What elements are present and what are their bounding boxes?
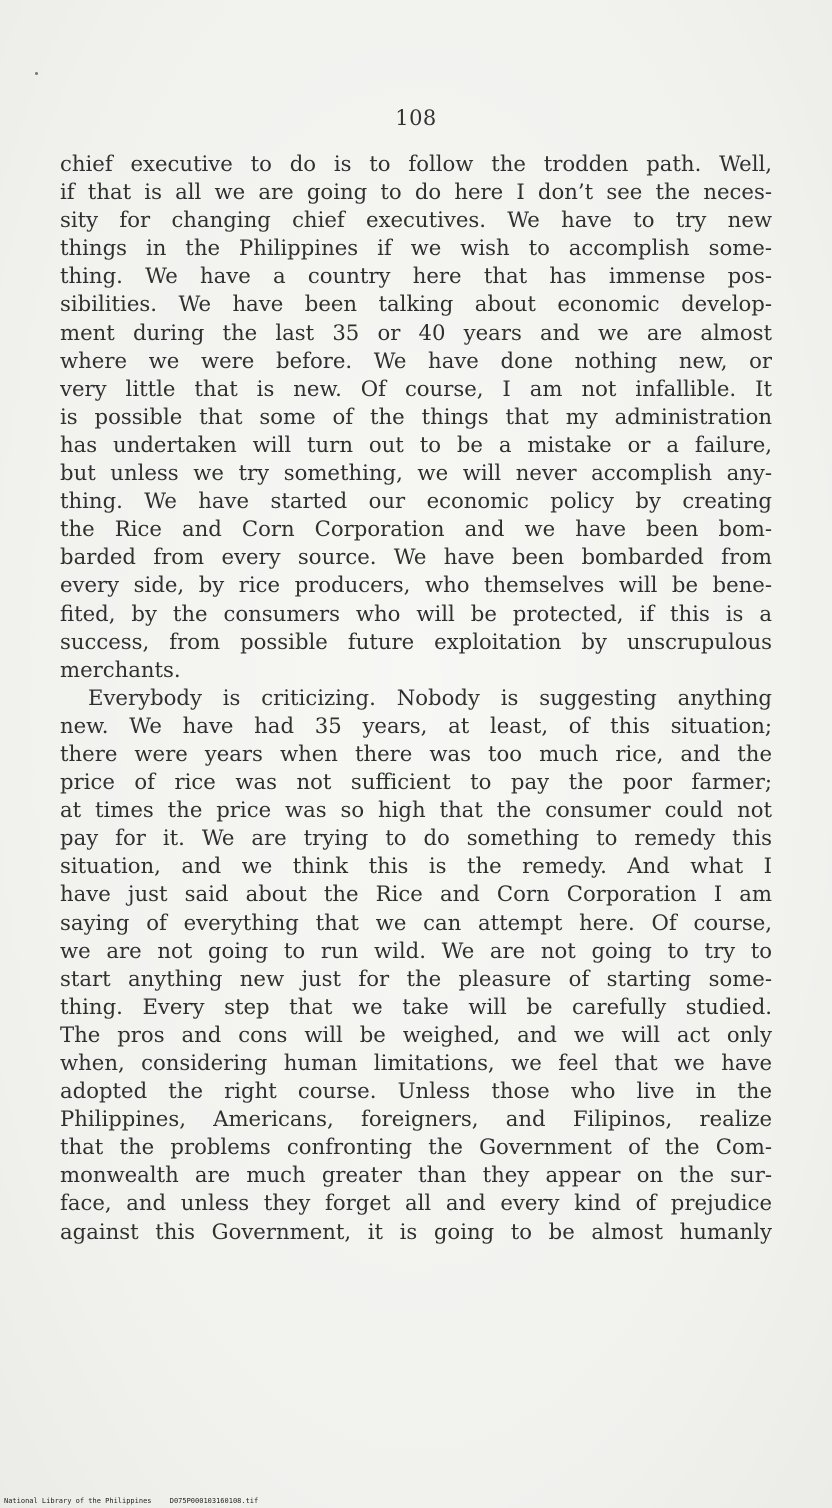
text-line: saying of everything that we can attempt here. Of course, [60,909,772,935]
text-line: has undertaken will turn out to be a mistake or a failure, [60,431,772,457]
text-line: very little that is new. Of course, I am not infallible. It [60,375,772,401]
text-line: where we were before. We have done nothing new, or [60,347,772,373]
text-line: fited, by the consumers who will be protected, if this is a [60,600,772,626]
text-line: every side, by rice producers, who themselves will be bene- [60,572,772,598]
text-line: is possible that some of the things that my administration [60,403,772,429]
text-line: have just said about the Rice and Corn Corporation I am [60,881,772,907]
file-name: D075P000103160108.tif [169,1497,259,1505]
text-line: start anything new just for the pleasure of starting some- [60,965,772,991]
text-line: monwealth are much greater than they appear on the sur- [60,1162,772,1188]
body-text [60,150,772,1246]
text-line: success, from possible future exploitation by unscrupulous [60,628,772,654]
text-line: situation, and we think this is the remedy. And what I [60,853,772,879]
text-line: thing. Every step that we take will be carefully studied. [60,993,772,1019]
text-line: the Rice and Corn Corporation and we have been bom- [60,516,772,542]
text-line: The pros and cons will be weighed, and we will act only [60,1021,772,1047]
text-line: Everybody is criticizing. Nobody is suggesting anything [88,684,772,710]
text-line: at times the price was so high that the consumer could not [60,797,772,823]
text-line: when, considering human limitations, we feel that we have [60,1050,772,1075]
text-line: barded from every source. We have been bombarded from [60,544,772,570]
text-line: we are not going to run wild. We are not going to try to [60,937,772,963]
text-line: merchants. [60,656,181,682]
text-line: new. We have had 35 years, at least, of this situation; [60,712,772,738]
text-line: Philippines, Americans, foreigners, and Filipinos, realize [60,1106,772,1132]
text-line: sity for changing chief executives. We have to try new [60,207,772,233]
text-line: things in the Philippines if we wish to accomplish some- [60,235,772,261]
text-line: if that is all we are going to do here I don’t see the neces- [60,179,772,205]
text-line: thing. We have started our economic policy by creating [60,488,772,514]
text-line: adopted the right course. Unless those who live in the [60,1078,772,1104]
text-line: there were years when there was too much rice, and the [60,740,772,766]
text-line: that the problems confronting the Government of the Com- [60,1134,772,1160]
text-line: pay for it. We are trying to do something to remedy this [60,825,772,851]
page-number: 108 [395,106,437,130]
text-line: ment during the last 35 or 40 years and we are almost [60,319,772,345]
library-credit: National Library of the Philippines [4,1497,152,1505]
text-line: but unless we try something, we will never accomplish any- [60,460,772,486]
text-line: against this Government, it is going to be almost humanly [60,1218,772,1244]
scan-footer [4,1497,258,1505]
text-line: sibilities. We have been talking about economic develop- [60,291,772,317]
text-line: price of rice was not sufficient to pay the poor farmer; [60,769,772,795]
text-line: thing. We have a country here that has immense pos- [60,263,772,289]
text-line: face, and unless they forget all and every kind of prejudice [60,1190,772,1216]
scan-speck [35,72,38,75]
text-line: chief executive to do is to follow the trodden path. Well, [60,151,772,176]
